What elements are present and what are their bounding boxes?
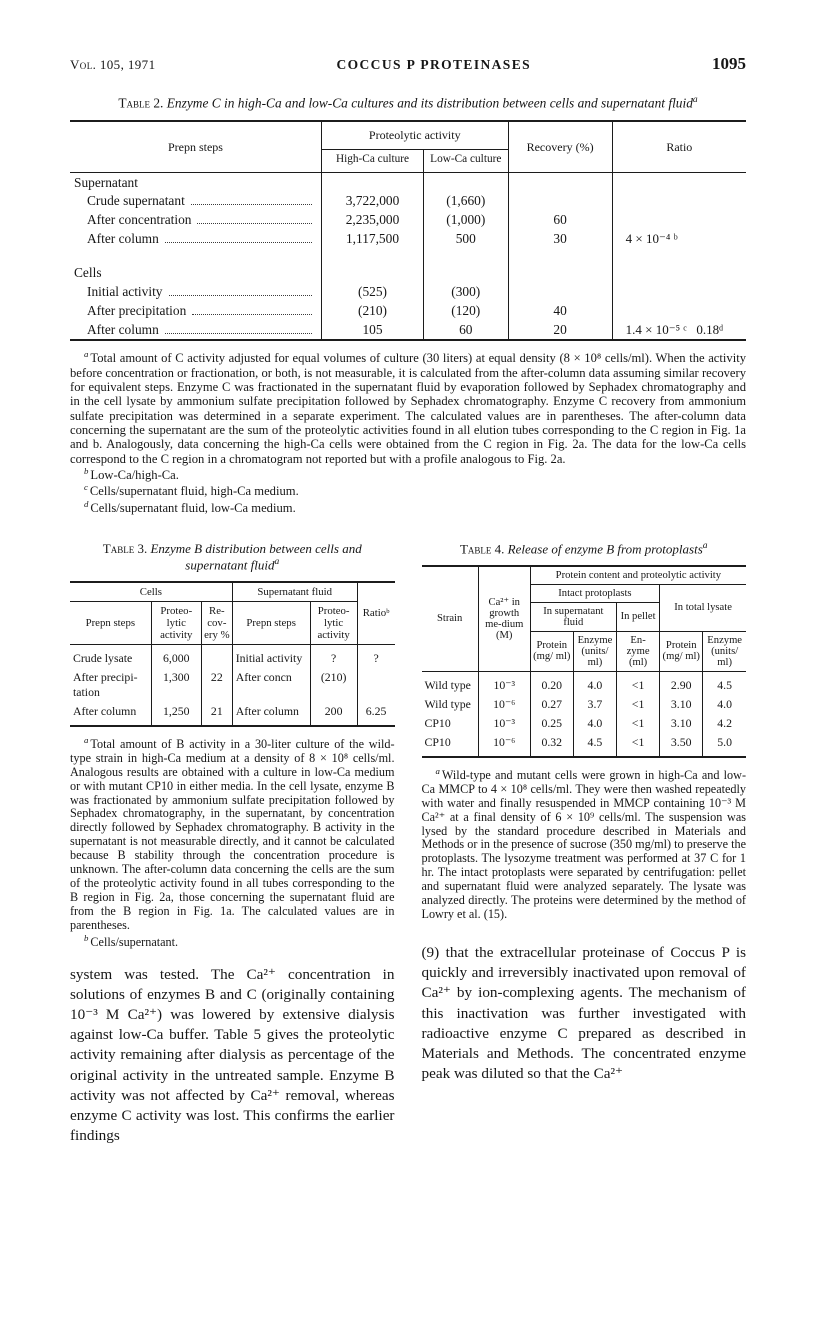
table-row [70, 668, 395, 702]
table-cell-enzyme-pellet: <1 [617, 671, 660, 695]
table-cell-low-ca: (1,660) [424, 192, 509, 211]
table-cell-enzyme-lysate: 4.5 [703, 671, 746, 695]
column-header-proteolytic-activity: Proteo-lytic activity [151, 601, 201, 644]
table4-caption-text: Release of enzyme B from protoplasts [504, 540, 703, 556]
left-column [70, 541, 395, 1147]
table-cell-prepn-step: After column [73, 703, 137, 718]
table-cell-strain: CP10 [424, 715, 451, 730]
column-header-protein-lysate: Protein (mg/ ml) [660, 631, 703, 671]
column-header-strain: Strain [422, 566, 479, 672]
table-cell-prepn-step [70, 302, 321, 321]
table-cell-ratio [612, 192, 746, 211]
table4-caption [422, 541, 747, 557]
table-cell-high-ca: (525) [321, 283, 423, 302]
footnote-text: Low-Ca/high-Ca. [90, 468, 179, 483]
table-cell-prepn-step [70, 230, 321, 249]
footnote-marker: a [84, 734, 89, 745]
table-cell-protein: 0.25 [530, 714, 573, 733]
footnote-marker: c [84, 482, 88, 493]
footnote-b [70, 933, 395, 950]
table-cell-recovery [508, 192, 612, 211]
table-cell-recovery: 60 [508, 211, 612, 230]
table-cell-enzyme-lysate: 5.0 [703, 733, 746, 757]
row-label: After precipitation [87, 303, 187, 319]
table-cell-prepn-step [70, 321, 321, 340]
table-cell-ratio: 4 × 10⁻⁴ ᵇ [612, 230, 746, 249]
table4-caption-footnote-ref: a [702, 540, 708, 551]
table4-header-row [422, 566, 747, 585]
table-cell-ca: 10⁻³ [478, 714, 530, 733]
table-cell-ratio [357, 668, 394, 702]
table3 [70, 581, 395, 727]
table3-caption [70, 541, 395, 573]
table-row [70, 302, 746, 321]
footnote-b [70, 466, 746, 483]
table2 [70, 120, 746, 341]
table-cell-prepn-step: After concn [232, 668, 310, 702]
table-cell-enzyme: 4.5 [573, 733, 616, 757]
running-title: COCCUS P PROTEINASES [336, 57, 532, 72]
table3-group-header-row [70, 582, 395, 602]
table-cell-recovery: 40 [508, 302, 612, 321]
table-cell-protein: 0.27 [530, 695, 573, 714]
table-row [70, 211, 746, 230]
table-cell-prepn-step: Crude lysate [73, 650, 133, 665]
row-label: Crude supernatant [87, 193, 185, 209]
footnote-text: Cells/supernatant. [90, 934, 179, 949]
footnote-text: Cells/supernatant fluid, high-Ca medium. [89, 484, 299, 499]
dot-leader [165, 242, 312, 243]
running-head [70, 54, 746, 74]
table-cell-strain: Wild type [424, 677, 471, 692]
row-label: After column [87, 321, 159, 337]
footnote-marker: a [435, 765, 440, 776]
table-row [70, 702, 395, 726]
table2-footnotes [70, 349, 746, 516]
table-cell-activity: (210) [310, 668, 357, 702]
table-cell-recovery: 21 [201, 702, 232, 726]
right-column [422, 541, 747, 1147]
column-header-recovery: Re-cov-ery % [201, 601, 232, 644]
table-cell-ratio: ? [357, 644, 394, 668]
column-header-protein-supernatant: Protein (mg/ ml) [530, 631, 573, 671]
table-cell-enzyme: 4.0 [573, 714, 616, 733]
table-cell-protein: 0.32 [530, 733, 573, 757]
table4-caption-label: Table 4. [459, 540, 505, 556]
column-header-ratio: Ratioᵇ [357, 582, 394, 645]
column-header-ratio: Ratio [612, 121, 746, 173]
footnote-text: Cells/supernatant fluid, low-Ca medium. [90, 501, 296, 516]
table-cell-empty [424, 249, 509, 264]
table-cell-protein-lysate: 3.10 [660, 714, 703, 733]
table-row [70, 321, 746, 340]
table-row [422, 733, 747, 757]
table-cell-ca: 10⁻⁶ [478, 733, 530, 757]
footnote-marker: d [84, 498, 89, 509]
table-cell-ca: 10⁻³ [478, 671, 530, 695]
table-cell-recovery [201, 644, 232, 668]
footnote-text: Total amount of C activity adjusted for equal volumes of culture (30 liters) at equal density (8 × 10⁸ cells/ml). When the activity before concentration or fractionation, or both, is not measurable, it is calculated from the after-column data assuming similar recovery for equivalent steps. Enzyme C was fractionated in the supernatant fluid by evaporation followed by Sephadex chromatography and in the cell lysate by ammonium sulfate precipitation followed by Sephadex chromatography. Enzyme C recovery from ammonium sulfate precipitation was determined in a separate experiment. The calculated values are in parentheses. The after-column data concerning the supernatant are the sum of the proteolytic activities found in all elution tubes corresponding to the C region in Fig. 1a and b. Analogously, data concerning the high-Ca cells were obtained from the C region in Fig. 2a. The data for the low-Ca cells correspond to the C region in a chromatogram not reported but with a profile analogous to Fig. 2a. [70, 351, 746, 466]
table-cell-activity: 200 [310, 702, 357, 726]
footnote-a [70, 735, 395, 933]
two-column-area [70, 541, 746, 1147]
column-header-prepn-steps: Prepn steps [232, 601, 310, 644]
group-header-protein-content: Protein content and proteolytic activity [530, 566, 746, 585]
table-cell-protein-lysate: 3.10 [660, 695, 703, 714]
table-row [422, 671, 747, 695]
table2-caption [70, 95, 746, 111]
dot-leader [169, 295, 312, 296]
table-row [70, 192, 746, 211]
column-header-proteolytic-activity: Proteo-lytic activity [310, 601, 357, 644]
table-cell-high-ca: (210) [321, 302, 423, 321]
column-header-low-ca-culture: Low-Ca culture [424, 150, 509, 173]
column-header-enzyme-supernatant: Enzyme (units/ ml) [573, 631, 616, 671]
footnote-a [70, 349, 746, 466]
group-header-in-supernatant-fluid: In supernatant fluid [530, 602, 616, 631]
table-cell-high-ca: 1,117,500 [321, 230, 423, 249]
table-cell-recovery [508, 283, 612, 302]
footnote-a [422, 766, 747, 922]
table2-caption-label: Table 2. [118, 95, 164, 111]
table-section-row [70, 264, 746, 283]
table-cell-low-ca: 60 [424, 321, 509, 340]
table-cell-enzyme-pellet: <1 [617, 714, 660, 733]
table-row [70, 230, 746, 249]
table-cell-recovery: 30 [508, 230, 612, 249]
footnote-marker: a [84, 348, 89, 359]
table-cell-enzyme-pellet: <1 [617, 695, 660, 714]
volume-info: Vol. 105, 1971 [70, 57, 156, 72]
table-cell-empty [612, 249, 746, 264]
table-cell-ratio: 1.4 × 10⁻⁵ ᶜ 0.18ᵈ [612, 321, 746, 340]
table-cell-empty [321, 249, 423, 264]
table-cell-recovery: 22 [201, 668, 232, 702]
table-cell-low-ca: 500 [424, 230, 509, 249]
table-cell-ratio [612, 302, 746, 321]
table-cell-empty [424, 173, 509, 192]
table-cell-low-ca: (120) [424, 302, 509, 321]
table2-caption-text: Enzyme C in high-Ca and low-Ca cultures and its distribution between cells and supernatant fluid [163, 95, 693, 111]
table-cell-prepn-step: After precipi-tation [73, 669, 138, 699]
table-spacer-row [70, 249, 746, 264]
table-cell-activity: ? [310, 644, 357, 668]
table2-header-row [70, 121, 746, 150]
table-cell-empty [508, 173, 612, 192]
table-row [422, 695, 747, 714]
column-header-recovery: Recovery (%) [508, 121, 612, 173]
footnote-text: Wild-type and mutant cells were grown in high-Ca and low-Ca MMCP to 4 × 10⁸ cells/ml. They were then washed repeatedly with water and finally resuspended in MMCP containing 10⁻³ M Ca²⁺ at a final density of 6 × 10⁹ cells/ml. The suspension was lysed by the standard procedure described in Materials and Methods or in the presence of sucrose (350 mg/ml) to preserve the protoplasts. The lysozyme treatment was performed at 37 C for 1 hr. The intact protoplasts were separated by centrifugation: pellet and supernatant fluid were analyzed separately. The lysate was analyzed directly. The proteins were determined by the method of Lowry et al. (15). [421, 767, 746, 921]
table-cell-prepn-step [70, 211, 321, 230]
table-cell-prepn-step [70, 283, 321, 302]
table4-footnotes [422, 766, 747, 922]
table-cell-high-ca: 2,235,000 [321, 211, 423, 230]
row-label: After column [87, 231, 159, 247]
table-cell-strain: Wild type [424, 696, 471, 711]
table3-caption-label: Table 3. [102, 540, 148, 556]
dot-leader [192, 314, 312, 315]
table-cell-prepn-step [70, 192, 321, 211]
footnote-c [70, 482, 746, 499]
table-cell-enzyme-lysate: 4.2 [703, 714, 746, 733]
table-cell-high-ca: 3,722,000 [321, 192, 423, 211]
table-cell-empty [508, 249, 612, 264]
table2-caption-footnote-ref: a [692, 95, 698, 105]
table3-caption-text: Enzyme B distribution between cells and supernatant fluid [147, 540, 362, 572]
table-cell-ratio: 6.25 [357, 702, 394, 726]
table-cell-enzyme: 4.0 [573, 671, 616, 695]
column-header-enzyme-lysate: Enzyme (units/ ml) [703, 631, 746, 671]
table3-header-row [70, 601, 395, 644]
table-cell-enzyme: 3.7 [573, 695, 616, 714]
body-paragraph-right: (9) that the extracellular proteinase of Coccus P is quickly and irreversibly inactivated upon removal of Ca²⁺ by ion-complexing agents. The mechanism of this inactivation was further investigated with radioactive enzyme C prepared as described in Materials and Methods. The concentrated enzyme peak was diluted so that the Ca²⁺ [421, 943, 746, 1083]
table-row [70, 644, 395, 668]
footnote-d [70, 499, 746, 516]
body-paragraph-left: system was tested. The Ca²⁺ concentration in solutions of enzymes B and C (originally containing 10⁻³ M Ca²⁺) was lowered by extensive dialysis against low-Ca buffer. Table 5 gives the proteolytic activity remaining after dialysis as percentage of the original activity in the untreated sample. Enzyme B activity was not affected by Ca²⁺ removal, whereas enzyme C activity was lost. This confirms the earlier findings [70, 965, 395, 1145]
table-cell-empty [321, 173, 423, 192]
table3-footnotes [70, 735, 395, 950]
page-number: 1095 [711, 54, 746, 73]
column-header-enzyme-pellet: En-zyme (ml) [617, 631, 660, 671]
row-label: Initial activity [87, 284, 163, 300]
table-cell-empty [508, 264, 612, 283]
table-section-row [70, 173, 746, 192]
section-label-cells: Cells [74, 265, 102, 281]
section-label-supernatant: Supernatant [74, 174, 138, 190]
table-cell-high-ca: 105 [321, 321, 423, 340]
group-header-cells: Cells [70, 582, 232, 602]
table-cell-activity: 1,300 [151, 668, 201, 702]
table-cell-empty [321, 264, 423, 283]
column-header-ca-growth-medium: Ca²⁺ in growth me-dium (M) [478, 566, 530, 672]
table-cell-protein: 0.20 [530, 671, 573, 695]
table-cell-ca: 10⁻⁶ [478, 695, 530, 714]
table-cell-enzyme-pellet: <1 [617, 733, 660, 757]
table-cell-low-ca: (300) [424, 283, 509, 302]
table-cell-empty [612, 264, 746, 283]
dot-leader [191, 204, 312, 205]
group-header-supernatant-fluid: Supernatant fluid [232, 582, 357, 602]
table-cell-activity: 6,000 [151, 644, 201, 668]
table-cell-empty [70, 249, 321, 264]
group-header-in-total-lysate: In total lysate [660, 584, 746, 631]
table-cell-empty [424, 264, 509, 283]
table-cell-low-ca: (1,000) [424, 211, 509, 230]
dot-leader [197, 223, 311, 224]
row-label: After concentration [87, 212, 192, 228]
table-cell-protein-lysate: 2.90 [660, 671, 703, 695]
table-cell-ratio [612, 283, 746, 302]
table-cell-ratio [612, 211, 746, 230]
table4 [422, 565, 747, 758]
footnote-marker: b [84, 465, 89, 476]
table-cell-recovery: 20 [508, 321, 612, 340]
table3-caption-footnote-ref: a [274, 556, 280, 567]
table-cell-prepn-step: Initial activity [232, 644, 310, 668]
table-cell-protein-lysate: 3.50 [660, 733, 703, 757]
table-cell-empty [612, 173, 746, 192]
column-header-high-ca-culture: High-Ca culture [321, 150, 423, 173]
table-cell-activity: 1,250 [151, 702, 201, 726]
table-row [70, 283, 746, 302]
table-row [422, 714, 747, 733]
group-header-in-pellet: In pellet [617, 602, 660, 631]
dot-leader [165, 333, 312, 334]
table-cell-enzyme-lysate: 4.0 [703, 695, 746, 714]
group-header-intact-protoplasts: Intact protoplasts [530, 584, 659, 602]
footnote-text: Total amount of B activity in a 30-liter culture of the wild-type strain in high-Ca medium at a density of 8 × 10⁸ cells/ml. Analogous results are obtained with a culture in low-Ca medium or with mutant CP10 in either media. In the cell lysate, enzyme B was fractionated by ammonium sulfate precipitation followed by Sephadex chromatography, in the supernatant, by concentration directly followed by Sephadex chromatography. B activity in the supernatant is not measurable directly, and it cannot be calculated because B stability through the concentration procedure is unknown. The after-column data concerning the cells are the sum of the proteolytic activity found in all tubes corresponding to the B region in Fig. 2a, those concerning the supernatant fluid are from the B region in Fig. 1a. The calculated values are in parentheses. [70, 736, 395, 932]
column-header-prepn-steps: Prepn steps [70, 601, 151, 644]
column-header-proteolytic-activity: Proteolytic activity [321, 121, 508, 150]
table-cell-strain: CP10 [424, 734, 451, 749]
column-header-prepn-steps: Prepn steps [70, 121, 321, 173]
footnote-marker: b [84, 932, 89, 943]
table-cell-prepn-step: After column [232, 702, 310, 726]
